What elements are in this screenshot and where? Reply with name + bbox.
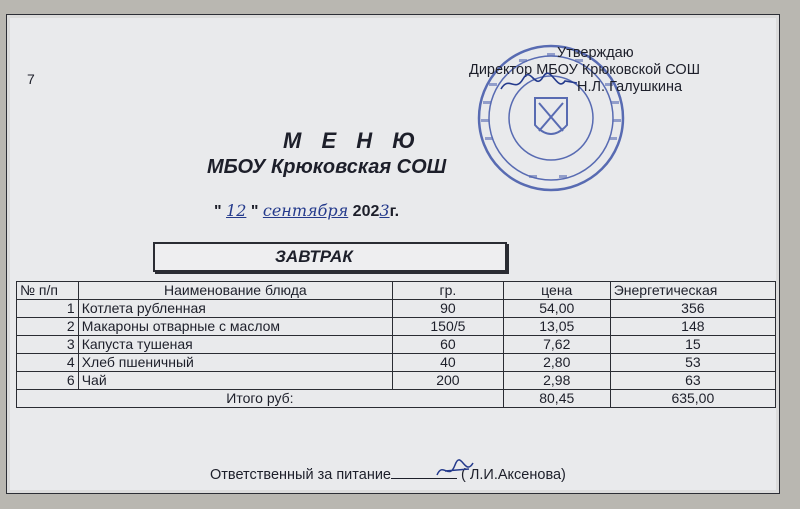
row-dish-name: Капуста тушеная — [78, 336, 392, 354]
row-number: 2 — [17, 318, 79, 336]
row-grams: 90 — [393, 300, 504, 318]
director-signature — [499, 71, 579, 97]
row-price: 2,80 — [503, 354, 610, 372]
approval-position: Директор МБОУ Крюковской СОШ — [469, 62, 700, 78]
row-number: 1 — [17, 300, 79, 318]
responsible-signature — [435, 459, 479, 483]
total-price: 80,45 — [503, 390, 610, 408]
table-row — [17, 336, 776, 354]
date-year-suffix: 3 — [379, 201, 390, 220]
header-dish-name: Наименование блюда — [78, 282, 392, 300]
header-energy: Энергетическая — [610, 282, 775, 300]
row-number: 3 — [17, 336, 79, 354]
approval-heading: Утверждаю — [557, 45, 634, 61]
table-total-row — [17, 390, 776, 408]
header-price: цена — [503, 282, 610, 300]
row-price: 13,05 — [503, 318, 610, 336]
row-price: 7,62 — [503, 336, 610, 354]
row-dish-name: Хлеб пшеничный — [78, 354, 392, 372]
row-grams: 60 — [393, 336, 504, 354]
responsible-label: Ответственный за питание — [210, 467, 391, 483]
row-dish-name: Макароны отварные с маслом — [78, 318, 392, 336]
approval-director-name: Н.Л. Галушкина — [577, 79, 683, 95]
date-day: 12 — [226, 201, 247, 220]
menu-title: М Е Н Ю — [283, 128, 423, 153]
row-grams: 200 — [393, 372, 504, 390]
row-price: 2,98 — [503, 372, 610, 390]
meal-type-box — [153, 242, 507, 272]
total-label: Итого руб: — [17, 390, 504, 408]
row-number: 4 — [17, 354, 79, 372]
table-row — [17, 354, 776, 372]
menu-date: " 12 " сентября 2023г. — [214, 201, 400, 220]
table-row — [17, 372, 776, 390]
responsible-name: ( Л.И.Аксенова) — [461, 467, 566, 483]
row-energy: 356 — [610, 300, 775, 318]
row-energy: 148 — [610, 318, 775, 336]
table-row — [17, 300, 776, 318]
header-grams: гр. — [393, 282, 504, 300]
school-name: МБОУ Крюковская СОШ — [207, 156, 447, 178]
table-header-row — [17, 282, 776, 300]
row-dish-name: Котлета рубленная — [78, 300, 392, 318]
total-energy: 635,00 — [610, 390, 775, 408]
row-grams: 150/5 — [393, 318, 504, 336]
header-number: № п/п — [17, 282, 79, 300]
row-energy: 53 — [610, 354, 775, 372]
row-number: 6 — [17, 372, 79, 390]
menu-table — [16, 281, 776, 408]
table-row — [17, 318, 776, 336]
page-number: 7 — [27, 71, 35, 87]
row-energy: 63 — [610, 372, 775, 390]
date-year-prefix: 202 — [352, 203, 380, 220]
meal-type: ЗАВТРАК — [275, 247, 353, 266]
menu-sheet — [6, 14, 780, 494]
row-price: 54,00 — [503, 300, 610, 318]
row-grams: 40 — [393, 354, 504, 372]
date-year-end: г. — [389, 203, 400, 220]
row-dish-name: Чай — [78, 372, 392, 390]
responsible-line — [210, 466, 566, 483]
row-energy: 15 — [610, 336, 775, 354]
date-month: сентября — [262, 201, 349, 220]
